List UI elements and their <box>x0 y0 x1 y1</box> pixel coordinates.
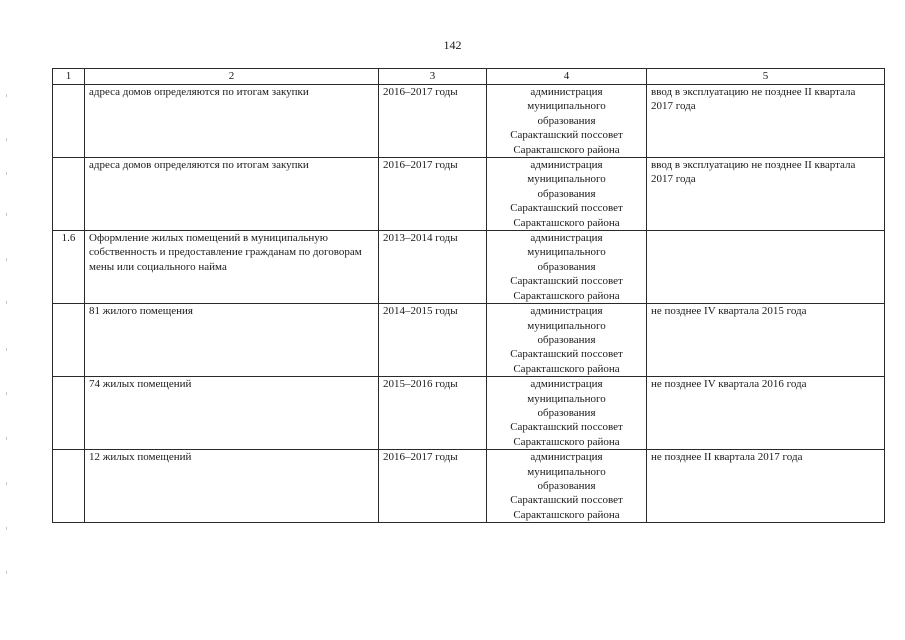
table-row <box>53 231 885 304</box>
executor-line: администрация <box>530 232 603 245</box>
table-row <box>53 304 885 377</box>
executor-line: образования <box>537 114 596 127</box>
page-number: 142 <box>443 38 462 52</box>
executor-line: администрация <box>530 378 603 391</box>
executor-line: муниципального <box>527 319 606 332</box>
period-cell: 2016–2017 годы <box>379 158 487 231</box>
executor-line: Саракташский поссовет <box>510 494 623 507</box>
row-number-cell <box>53 377 85 450</box>
table-row <box>53 85 885 158</box>
result-cell: не позднее IV квартала 2016 года <box>647 377 885 450</box>
executor-cell <box>487 450 647 523</box>
column-header-4: 4 <box>487 69 647 85</box>
column-header-5: 5 <box>647 69 885 85</box>
description-cell: 81 жилого помещения <box>85 304 379 377</box>
executor-line: Саракташского района <box>513 508 620 521</box>
table-body <box>53 85 885 523</box>
description-cell: адреса домов определяются по итогам закупки <box>85 85 379 158</box>
row-number-cell: 1.6 <box>53 231 85 304</box>
table-row <box>53 450 885 523</box>
plan-table <box>52 68 885 523</box>
table-row <box>53 377 885 450</box>
result-cell: ввод в эксплуатацию не позднее II квартала 2017 года <box>647 158 885 231</box>
executor-line: образования <box>537 479 596 492</box>
description-cell: адреса домов определяются по итогам закупки <box>85 158 379 231</box>
period-cell: 2013–2014 годы <box>379 231 487 304</box>
executor-line: муниципального <box>527 246 606 259</box>
executor-line: муниципального <box>527 392 606 405</box>
table-row <box>53 158 885 231</box>
result-cell <box>647 231 885 304</box>
executor-line: администрация <box>530 159 603 172</box>
row-number-cell <box>53 304 85 377</box>
result-cell: ввод в эксплуатацию не позднее II квартала 2017 года <box>647 85 885 158</box>
executor-line: муниципального <box>527 173 606 186</box>
executor-line: Саракташский поссовет <box>510 421 623 434</box>
executor-line: администрация <box>530 86 603 98</box>
executor-cell <box>487 231 647 304</box>
executor-line: Саракташского района <box>513 143 620 156</box>
executor-line: образования <box>537 187 596 200</box>
column-header-2: 2 <box>85 69 379 85</box>
executor-line: Саракташского района <box>513 289 620 302</box>
executor-line: Саракташского района <box>513 362 620 375</box>
executor-line: Саракташского района <box>513 435 620 448</box>
row-number-cell <box>53 85 85 158</box>
description-cell: 74 жилых помещений <box>85 377 379 450</box>
column-header-3: 3 <box>379 69 487 85</box>
executor-line: Саракташский поссовет <box>510 275 623 288</box>
executor-line: муниципального <box>527 465 606 478</box>
executor-line: Саракташский поссовет <box>510 348 623 361</box>
period-cell: 2015–2016 годы <box>379 377 487 450</box>
row-number-cell <box>53 158 85 231</box>
executor-cell <box>487 304 647 377</box>
executor-line: администрация <box>530 451 603 464</box>
executor-line: образования <box>537 333 596 346</box>
executor-line: Саракташского района <box>513 216 620 229</box>
description-cell: Оформление жилых помещений в муниципальную собственность и предоставление гражданам по договорам мены или социального найма <box>85 231 379 304</box>
executor-line: Саракташский поссовет <box>510 202 623 215</box>
executor-line: Саракташский поссовет <box>510 129 623 142</box>
executor-cell <box>487 158 647 231</box>
period-cell: 2014–2015 годы <box>379 304 487 377</box>
period-cell: 2016–2017 годы <box>379 85 487 158</box>
period-cell: 2016–2017 годы <box>379 450 487 523</box>
executor-line: образования <box>537 406 596 419</box>
executor-line: администрация <box>530 305 603 318</box>
result-cell: не позднее II квартала 2017 года <box>647 450 885 523</box>
row-number-cell <box>53 450 85 523</box>
scan-edge-marks <box>6 80 10 600</box>
result-cell: не позднее IV квартала 2015 года <box>647 304 885 377</box>
executor-line: образования <box>537 260 596 273</box>
description-cell: 12 жилых помещений <box>85 450 379 523</box>
executor-cell <box>487 85 647 158</box>
table-header-row <box>53 69 885 85</box>
executor-line: муниципального <box>527 100 606 113</box>
column-header-1: 1 <box>53 69 85 85</box>
executor-cell <box>487 377 647 450</box>
